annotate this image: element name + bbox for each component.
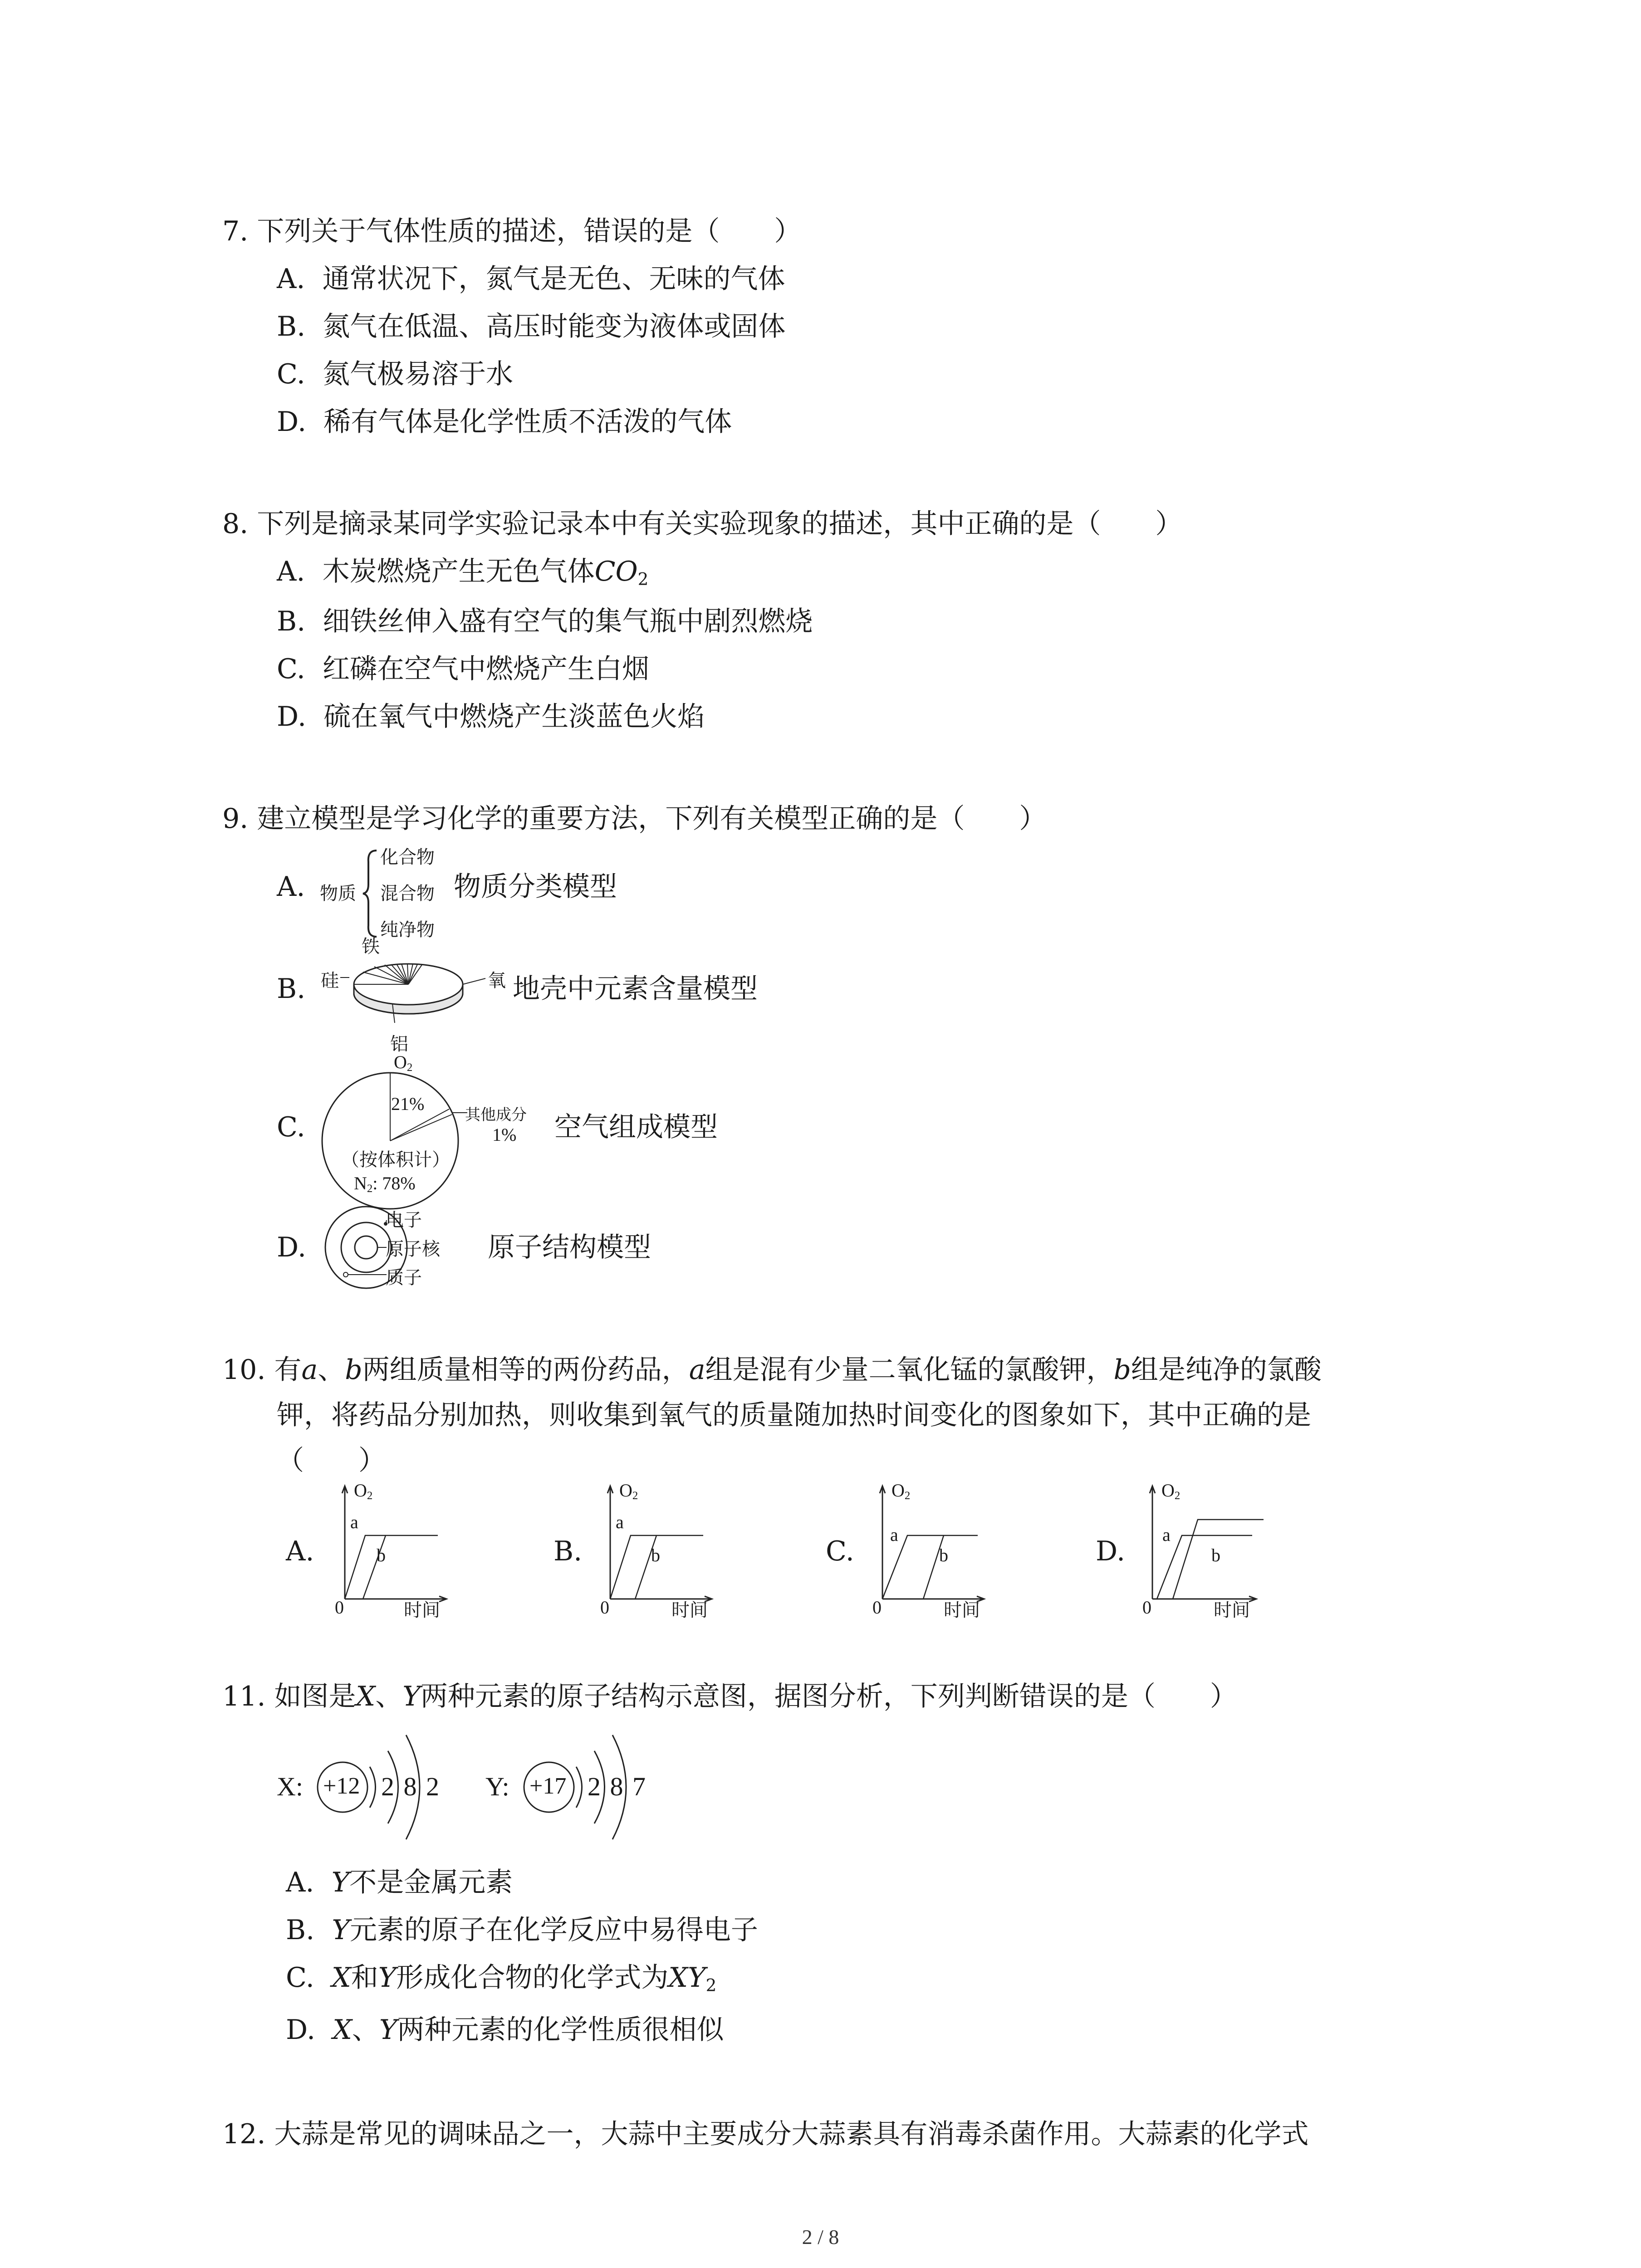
q9d-label-proton: 质子 <box>386 1267 422 1288</box>
q10d-a: a <box>1162 1525 1171 1545</box>
q9c-text: 空气组成模型 <box>554 1111 718 1143</box>
q10a-x-axis: 时间 <box>404 1600 440 1621</box>
q10d-x-axis: 时间 <box>1214 1600 1250 1621</box>
q9b-label-aluminium: 铝 <box>390 1034 408 1055</box>
q9-option-b-label: B. <box>277 973 306 1005</box>
q10a-a: a <box>350 1512 358 1532</box>
q7-option-c: C. 氮气极易溶于水 <box>277 358 513 390</box>
q10c-origin: 0 <box>872 1597 882 1618</box>
q11-option-b: B. Y元素的原子在化学反应中易得电子 <box>286 1914 758 1946</box>
q10c-b: b <box>939 1545 948 1565</box>
q10a-origin: 0 <box>335 1597 344 1618</box>
q9c-other-percent: 1% <box>492 1124 517 1145</box>
q11-option-d: D. X、Y两种元素的化学性质很相似 <box>286 2014 724 2046</box>
q9b-label-iron: 铁 <box>362 936 380 957</box>
atom-y-shells: 2 8 7 <box>588 1772 646 1801</box>
brace-icon <box>363 848 381 939</box>
q9b-label-silicon: 硅 <box>321 970 339 991</box>
atom-x-nucleus: +12 <box>323 1773 360 1799</box>
q9-option-a-label: A. <box>277 871 305 903</box>
q10b-x-axis: 时间 <box>671 1600 708 1621</box>
page-number: 2 / 8 <box>802 2225 839 2248</box>
q9c-note: （按体积计） <box>341 1149 450 1170</box>
q10d-b: b <box>1211 1545 1220 1565</box>
q10-stem-line3: （ ） <box>277 1445 386 1476</box>
q8-option-c: C. 红磷在空气中燃烧产生白烟 <box>277 653 649 685</box>
atom-y-name: Y: <box>485 1772 509 1801</box>
q12-stem: 12. 大蒜是常见的调味品之一，大蒜中主要成分大蒜素具有消毒杀菌作用。大蒜素的化学式 <box>222 2118 1309 2150</box>
q10-graph-d-label: D. <box>1096 1535 1126 1567</box>
q9-option-d-label: D. <box>277 1232 307 1263</box>
q10b-y-axis: $O_2$ <box>619 1480 638 1502</box>
q10c-x-axis: 时间 <box>944 1600 980 1621</box>
q10-graph-b-label: B. <box>554 1535 583 1567</box>
q7-stem: 7. 下列关于气体性质的描述，错误的是（ ） <box>222 215 802 247</box>
q10-stem-line1: 10. 有a、b两组质量相等的两份药品，a组是混有少量二氧化锰的氯酸钾，b组是纯净的氯酸 <box>222 1354 1322 1386</box>
atom-x-shells: 2 8 2 <box>381 1772 439 1801</box>
q9-stem: 9. 建立模型是学习化学的重要方法，下列有关模型正确的是（ ） <box>222 803 1047 835</box>
q7-option-a: A. 通常状况下，氮气是无色、无味的气体 <box>277 263 785 295</box>
q10b-a: a <box>616 1512 624 1532</box>
q10b-b: b <box>651 1545 660 1565</box>
atom-y-nucleus: +17 <box>529 1773 567 1799</box>
q10c-y-axis: $O_2$ <box>892 1480 911 1502</box>
q7-option-b: B. 氮气在低温、高压时能变为液体或固体 <box>277 311 786 342</box>
q10a-y-axis: $O_2$ <box>354 1480 373 1502</box>
q9a-branch-2: 混合物 <box>380 883 435 904</box>
q10d-y-axis: $O_2$ <box>1161 1480 1181 1502</box>
q10b-origin: 0 <box>600 1597 609 1618</box>
q8-option-b: B. 细铁丝伸入盛有空气的集气瓶中剧烈燃烧 <box>277 606 813 637</box>
q9-option-c-label: C. <box>277 1111 305 1143</box>
q7-option-d: D. 稀有气体是化学性质不活泼的气体 <box>277 406 732 438</box>
q8-stem: 8. 下列是摘录某同学实验记录本中有关实验现象的描述，其中正确的是（ ） <box>222 508 1183 540</box>
q9a-branch-1: 化合物 <box>380 847 435 868</box>
q9d-label-nucleus: 原子核 <box>386 1239 440 1260</box>
q9a-branch-3: 纯净物 <box>380 919 435 940</box>
q10-graph-a-label: A. <box>286 1535 314 1567</box>
q9b-label-oxygen: 氧 <box>488 970 506 991</box>
q10-graph-c-label: C. <box>826 1535 854 1567</box>
q8-option-d: D. 硫在氧气中燃烧产生淡蓝色火焰 <box>277 701 705 733</box>
q9c-other-label: 其他成分 <box>465 1106 527 1124</box>
q9d-label-electron: 电子 <box>386 1210 422 1231</box>
q9a-text: 物质分类模型 <box>454 871 617 903</box>
q10c-a: a <box>890 1525 898 1545</box>
atom-x-name: X: <box>277 1772 303 1801</box>
q10d-origin: 0 <box>1142 1597 1151 1618</box>
q9c-o2-percent: 21% <box>391 1094 425 1114</box>
q8-option-a: A. 木炭燃烧产生无色气体$CO_2$ <box>277 556 649 589</box>
q11-option-a: A. Y不是金属元素 <box>286 1867 513 1898</box>
q9c-o2-label: $O_2$ <box>394 1052 413 1074</box>
q10a-b: b <box>377 1545 386 1565</box>
q9d-text: 原子结构模型 <box>488 1232 651 1263</box>
q11-option-c: C. X和Y形成化合物的化学式为$XY_2$ <box>286 1962 717 1995</box>
q10-stem-line2: 钾，将药品分别加热，则收集到氧气的质量随加热时间变化的图象如下，其中正确的是 <box>277 1399 1311 1431</box>
q9a-root-label: 物质 <box>320 883 356 904</box>
pie-3d-chart-icon <box>349 950 485 1027</box>
q11-stem: 11. 如图是X、Y两种元素的原子结构示意图，据图分析，下列判断错误的是（ ） <box>222 1681 1237 1712</box>
q9b-text: 地壳中元素含量模型 <box>513 973 758 1005</box>
q9c-n2-label: $N_2$: 78% <box>354 1173 416 1195</box>
